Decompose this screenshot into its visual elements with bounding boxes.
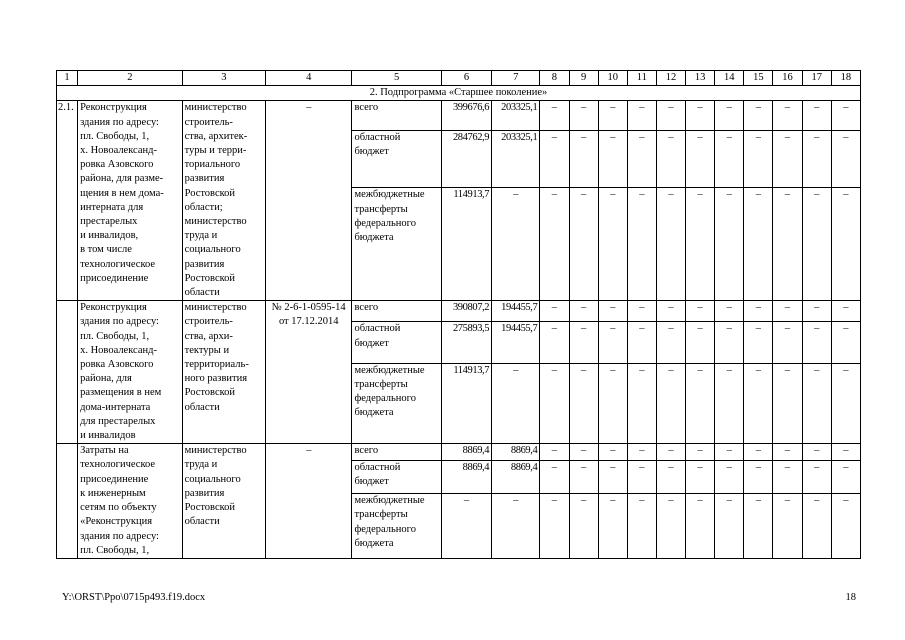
empty-dash: – — [627, 322, 656, 363]
empty-dash: – — [686, 461, 715, 494]
empty-dash: – — [831, 461, 860, 494]
empty-dash: – — [656, 301, 685, 322]
amount-col6: 390807,2 — [441, 301, 491, 322]
empty-dash: – — [715, 101, 744, 131]
executor: министерство труда и социального развития Ростовской области — [182, 444, 265, 559]
empty-dash: – — [744, 322, 773, 363]
column-number: 16 — [773, 71, 802, 86]
column-number: 12 — [656, 71, 685, 86]
item-name: Реконструкция здания по адресу: пл. Свободы, 1, х. Новоалександ- ровка Азовского района, для разме- щения в нем дома- интерната для престарелых и инвалидов, в том числе технологическое присоединение — [78, 101, 183, 301]
empty-dash: – — [744, 188, 773, 301]
amount-col7: – — [492, 188, 540, 301]
empty-dash: – — [598, 444, 627, 461]
empty-dash: – — [569, 363, 598, 444]
empty-dash: – — [686, 301, 715, 322]
item-number — [57, 444, 78, 559]
empty-dash: – — [715, 301, 744, 322]
empty-dash: – — [540, 461, 569, 494]
executor: министерство строитель- ства, архи- тектуры и территориаль- ного развития Ростовской области — [182, 301, 265, 444]
empty-dash: – — [540, 494, 569, 559]
funding-source: всего — [352, 444, 441, 461]
empty-dash: – — [715, 444, 744, 461]
item-name: Реконструкция здания по адресу: пл. Свободы, 1, х. Новоалександ- ровка Азовского района, для размещения в нем дома-интерната для престарелых и инвалидов — [78, 301, 183, 444]
amount-col6: 114913,7 — [441, 363, 491, 444]
column-number: 8 — [540, 71, 569, 86]
column-number: 4 — [266, 71, 352, 86]
empty-dash: – — [744, 494, 773, 559]
empty-dash: – — [686, 131, 715, 188]
column-number: 14 — [715, 71, 744, 86]
subprogram-row — [57, 86, 861, 101]
column-number: 9 — [569, 71, 598, 86]
amount-col7: 8869,4 — [492, 444, 540, 461]
empty-dash: – — [831, 494, 860, 559]
amount-col6: 114913,7 — [441, 188, 491, 301]
amount-col7: – — [492, 494, 540, 559]
amount-col7: 194455,7 — [492, 301, 540, 322]
empty-dash: – — [686, 188, 715, 301]
amount-col7: 8869,4 — [492, 461, 540, 494]
empty-dash: – — [686, 444, 715, 461]
empty-dash: – — [802, 461, 831, 494]
empty-dash: – — [744, 301, 773, 322]
column-number: 13 — [686, 71, 715, 86]
subprogram-title: 2. Подпрограмма «Старшее поколение» — [57, 86, 861, 101]
empty-dash: – — [627, 444, 656, 461]
funding-source: межбюджетные трансферты федерального бюджета — [352, 188, 441, 301]
empty-dash: – — [540, 363, 569, 444]
empty-dash: – — [686, 494, 715, 559]
amount-col6: 8869,4 — [441, 444, 491, 461]
empty-dash: – — [540, 131, 569, 188]
empty-dash: – — [598, 301, 627, 322]
empty-dash: – — [802, 131, 831, 188]
empty-dash: – — [598, 494, 627, 559]
empty-dash: – — [744, 444, 773, 461]
empty-dash: – — [773, 301, 802, 322]
empty-dash: – — [656, 188, 685, 301]
empty-dash: – — [569, 461, 598, 494]
empty-dash: – — [802, 444, 831, 461]
funding-source: всего — [352, 301, 441, 322]
empty-dash: – — [540, 322, 569, 363]
amount-col7: 194455,7 — [492, 322, 540, 363]
empty-dash: – — [773, 131, 802, 188]
empty-dash: – — [831, 131, 860, 188]
column-number: 3 — [182, 71, 265, 86]
column-number: 11 — [627, 71, 656, 86]
empty-dash: – — [686, 363, 715, 444]
empty-dash: – — [598, 363, 627, 444]
empty-dash: – — [802, 101, 831, 131]
empty-dash: – — [598, 131, 627, 188]
column-number: 6 — [441, 71, 491, 86]
amount-col6: 275893,5 — [441, 322, 491, 363]
empty-dash: – — [802, 363, 831, 444]
empty-dash: – — [569, 131, 598, 188]
empty-dash: – — [656, 444, 685, 461]
column-number: 15 — [744, 71, 773, 86]
funding-source: межбюджетные трансферты федерального бюджета — [352, 494, 441, 559]
empty-dash: – — [831, 301, 860, 322]
empty-dash: – — [686, 322, 715, 363]
empty-dash: – — [540, 301, 569, 322]
contract: № 2-6-1-0595-14 от 17.12.2014 — [266, 301, 352, 444]
empty-dash: – — [598, 322, 627, 363]
empty-dash: – — [773, 494, 802, 559]
column-number: 10 — [598, 71, 627, 86]
table-row — [57, 444, 861, 461]
empty-dash: – — [773, 322, 802, 363]
empty-dash: – — [627, 131, 656, 188]
empty-dash: – — [802, 494, 831, 559]
page-number: 18 — [845, 592, 856, 603]
empty-dash: – — [715, 188, 744, 301]
amount-col7: 203325,1 — [492, 101, 540, 131]
contract: – — [266, 444, 352, 559]
empty-dash: – — [540, 188, 569, 301]
empty-dash: – — [831, 363, 860, 444]
item-number — [57, 301, 78, 444]
empty-dash: – — [773, 101, 802, 131]
item-name: Затраты на технологическое присоединение к инженерным сетям по объекту «Реконструкция здания по адресу: пл. Свободы, 1, — [78, 444, 183, 559]
empty-dash: – — [773, 461, 802, 494]
empty-dash: – — [627, 494, 656, 559]
empty-dash: – — [773, 444, 802, 461]
empty-dash: – — [569, 301, 598, 322]
funding-source: областной бюджет — [352, 131, 441, 188]
empty-dash: – — [598, 188, 627, 301]
empty-dash: – — [656, 131, 685, 188]
item-number: 2.1. — [57, 101, 78, 301]
funding-source: межбюджетные трансферты федерального бюджета — [352, 363, 441, 444]
empty-dash: – — [598, 101, 627, 131]
empty-dash: – — [686, 101, 715, 131]
budget-table — [56, 70, 861, 559]
empty-dash: – — [773, 363, 802, 444]
empty-dash: – — [627, 363, 656, 444]
empty-dash: – — [773, 188, 802, 301]
file-path: Y:\ORST\Ppo\0715p493.f19.docx — [62, 592, 206, 603]
amount-col6: – — [441, 494, 491, 559]
empty-dash: – — [656, 461, 685, 494]
amount-col7: – — [492, 363, 540, 444]
empty-dash: – — [802, 301, 831, 322]
amount-col6: 399676,6 — [441, 101, 491, 131]
empty-dash: – — [744, 363, 773, 444]
empty-dash: – — [569, 188, 598, 301]
empty-dash: – — [744, 461, 773, 494]
empty-dash: – — [802, 322, 831, 363]
table-row — [57, 101, 861, 131]
funding-source: всего — [352, 101, 441, 131]
empty-dash: – — [627, 461, 656, 494]
empty-dash: – — [831, 101, 860, 131]
executor: министерство строитель- ства, архитек- туры и терри- ториального развития Ростовской области; министерство труда и социального развития Ростовской области — [182, 101, 265, 301]
empty-dash: – — [540, 101, 569, 131]
column-number: 7 — [492, 71, 540, 86]
empty-dash: – — [656, 494, 685, 559]
empty-dash: – — [656, 101, 685, 131]
empty-dash: – — [715, 131, 744, 188]
empty-dash: – — [627, 301, 656, 322]
contract: – — [266, 101, 352, 301]
empty-dash: – — [715, 363, 744, 444]
table-row — [57, 301, 861, 322]
empty-dash: – — [656, 322, 685, 363]
empty-dash: – — [831, 322, 860, 363]
empty-dash: – — [540, 444, 569, 461]
column-number: 2 — [78, 71, 183, 86]
empty-dash: – — [598, 461, 627, 494]
amount-col7: 203325,1 — [492, 131, 540, 188]
column-number: 5 — [352, 71, 441, 86]
empty-dash: – — [569, 101, 598, 131]
column-number: 17 — [802, 71, 831, 86]
empty-dash: – — [831, 444, 860, 461]
column-number: 1 — [57, 71, 78, 86]
empty-dash: – — [802, 188, 831, 301]
empty-dash: – — [656, 363, 685, 444]
empty-dash: – — [744, 131, 773, 188]
empty-dash: – — [715, 322, 744, 363]
empty-dash: – — [627, 101, 656, 131]
empty-dash: – — [627, 188, 656, 301]
empty-dash: – — [715, 494, 744, 559]
empty-dash: – — [569, 494, 598, 559]
empty-dash: – — [831, 188, 860, 301]
column-number: 18 — [831, 71, 860, 86]
funding-source: областной бюджет — [352, 322, 441, 363]
empty-dash: – — [569, 444, 598, 461]
empty-dash: – — [569, 322, 598, 363]
amount-col6: 284762,9 — [441, 131, 491, 188]
column-number-header — [57, 71, 861, 86]
empty-dash: – — [744, 101, 773, 131]
empty-dash: – — [715, 461, 744, 494]
funding-source: областной бюджет — [352, 461, 441, 494]
amount-col6: 8869,4 — [441, 461, 491, 494]
